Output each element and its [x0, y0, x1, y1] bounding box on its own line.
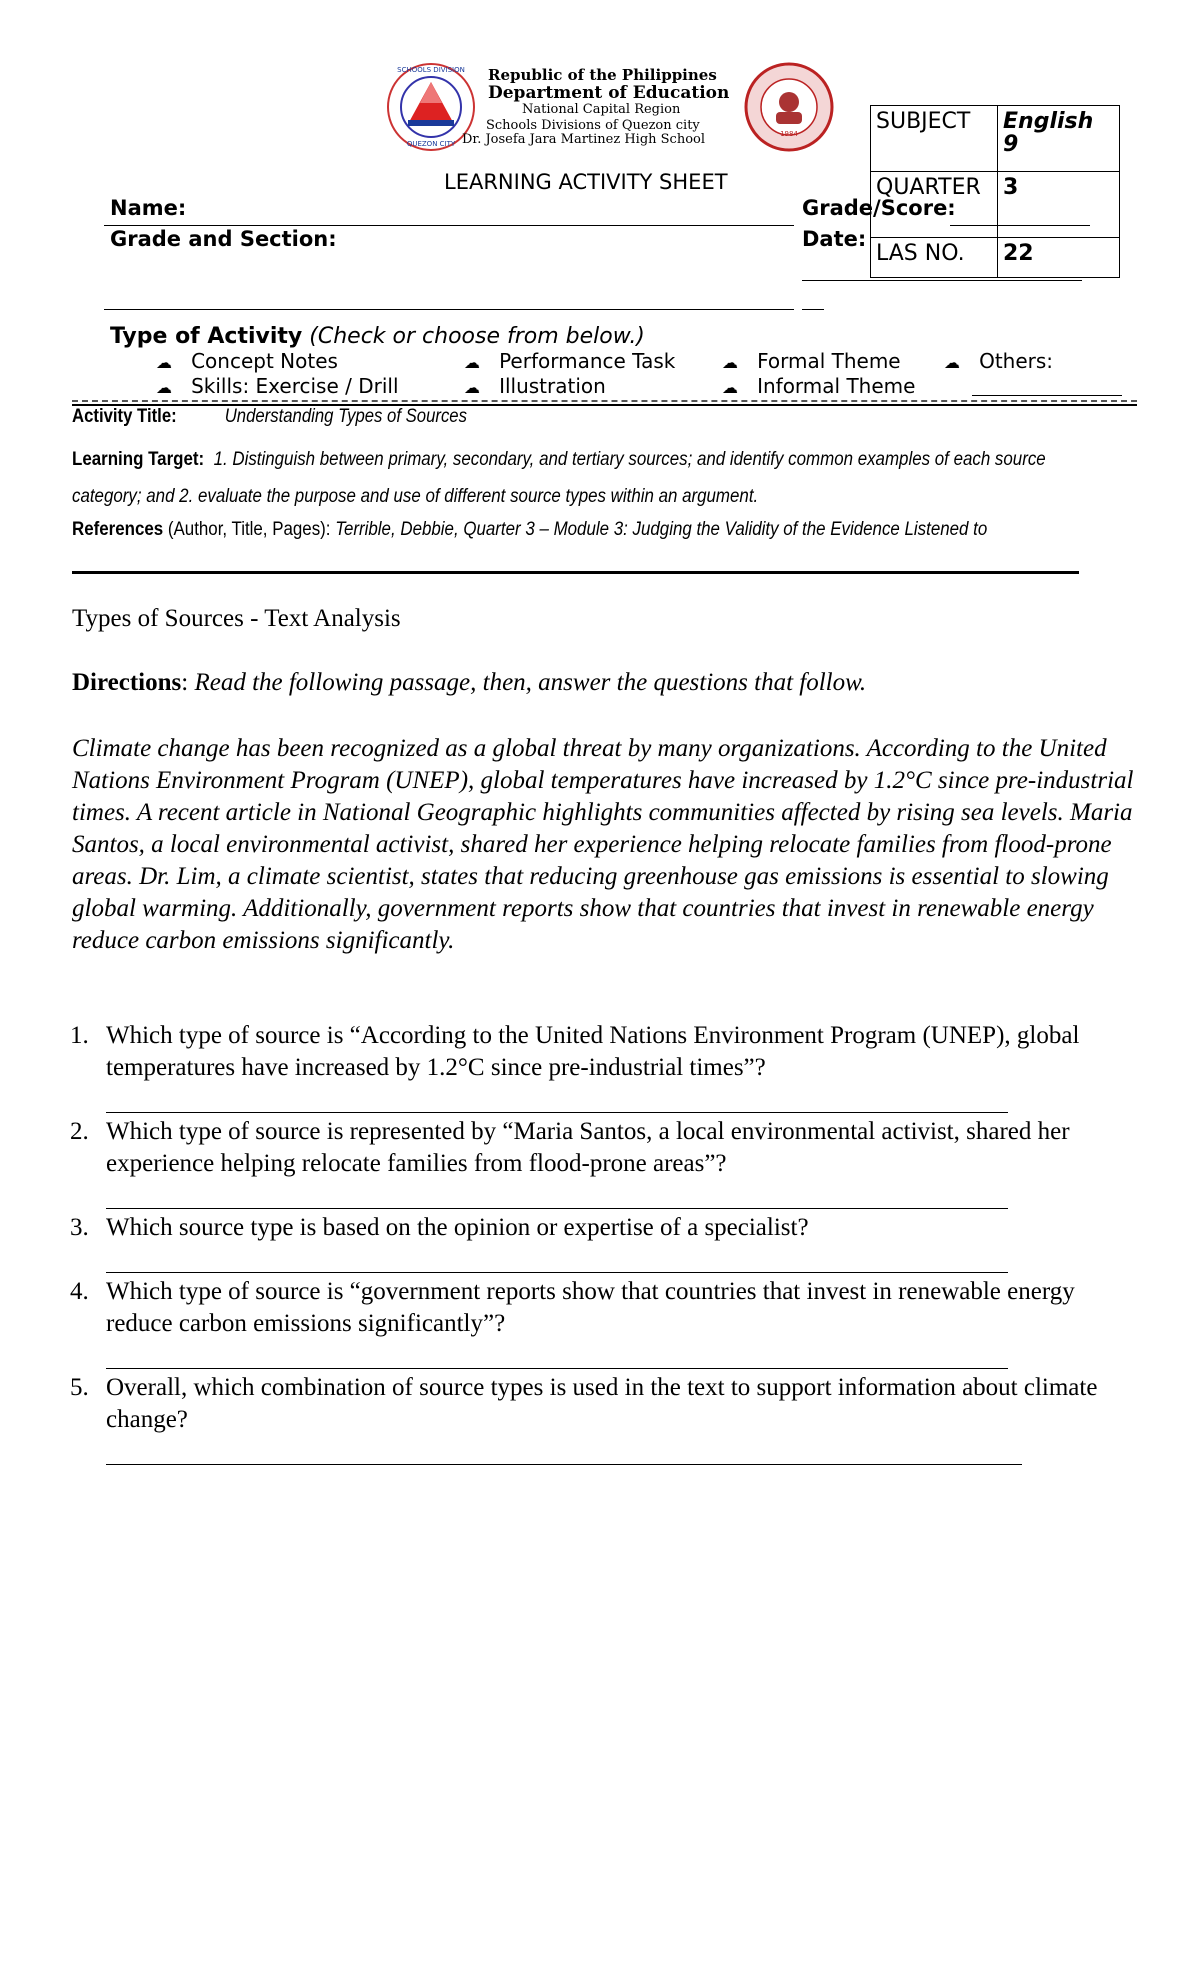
answer-line-5[interactable] [106, 1464, 1022, 1465]
activity-title-row [72, 406, 467, 428]
header-bottom-rule [72, 571, 1079, 574]
quarter-label: QUARTER [871, 172, 998, 238]
directions: Directions: Read the following passage, then, answer the questions that follow. [72, 669, 867, 696]
learning-target [72, 441, 1104, 515]
date-label: Date: [802, 227, 867, 251]
school-seal-icon [744, 62, 834, 152]
checkbox-icon: ☁ [464, 378, 480, 397]
svg-text:SCHOOLS DIVISION: SCHOOLS DIVISION [397, 66, 465, 74]
name-label: Name: [110, 196, 187, 220]
grade-score-field[interactable] [950, 225, 1090, 226]
date-field[interactable] [802, 280, 1082, 281]
question-number: 1. [70, 1022, 89, 1049]
answer-line-2[interactable] [106, 1208, 1008, 1209]
directions-label: Directions [72, 669, 182, 696]
question-number: 2. [70, 1118, 89, 1145]
activity-title-label: Activity Title: [72, 406, 177, 427]
activity-type-label: Type of Activity [110, 324, 303, 349]
grade-score-label: Grade/Score: [802, 196, 956, 220]
references-value: Terrible, Debbie, Quarter 3 – Module 3: Judging the Validity of the Evidence Listened to [335, 519, 988, 540]
sheet-title: LEARNING ACTIVITY SHEET [444, 170, 728, 194]
name-field[interactable] [104, 225, 794, 226]
activity-title-value: Understanding Types of Sources [224, 406, 467, 427]
quarter-value: 3 [998, 172, 1120, 238]
section-heading: Types of Sources - Text Analysis [72, 605, 401, 632]
checkbox-icon: ☁ [464, 353, 480, 372]
answer-line-4[interactable] [106, 1368, 1008, 1369]
checkbox-icon: ☁ [722, 353, 738, 372]
las-value: 22 [998, 238, 1120, 278]
grade-section-label: Grade and Section: [110, 227, 337, 251]
option-performance-task[interactable]: ☁ Performance Task [464, 349, 676, 373]
question-number: 3. [70, 1214, 89, 1241]
republic-line: Republic of the Philippines [488, 66, 717, 84]
option-concept-notes[interactable]: ☁ Concept Notes [156, 349, 338, 373]
svg-text:QUEZON CITY: QUEZON CITY [406, 140, 456, 148]
subject-label: SUBJECT [871, 106, 998, 172]
learning-target-value: 1. Distinguish between primary, secondary, and tertiary sources; and identify common examples of each source category; and 2. evaluate the purpose and use of different source types within an argument. [72, 449, 1046, 507]
question-text: Which type of source is represented by “Maria Santos, a local environmental activist, shared her experience helping relocate families from flood-prone areas”? [106, 1118, 1070, 1177]
option-skills-drill[interactable]: ☁ Skills: Exercise / Drill [156, 374, 399, 398]
references [72, 516, 1104, 543]
checkbox-icon: ☁ [722, 378, 738, 397]
grade-section-field[interactable] [104, 309, 794, 310]
question-text: Overall, which combination of source types is used in the text to support information about climate change? [106, 1374, 1098, 1433]
las-label: LAS NO. [871, 238, 998, 278]
activity-type-heading [110, 324, 645, 349]
subject-table [870, 105, 1120, 278]
checkbox-icon: ☁ [944, 353, 960, 372]
references-sub: (Author, Title, Pages): [167, 519, 331, 540]
option-others[interactable]: ☁ Others: [944, 349, 1054, 373]
subject-value: English 9 [998, 106, 1120, 172]
option-formal-theme[interactable]: ☁ Formal Theme [722, 349, 901, 373]
option-informal-theme[interactable]: ☁ Informal Theme [722, 374, 916, 398]
dashed-separator [72, 400, 1137, 402]
question-number: 4. [70, 1278, 89, 1305]
question-text: Which type of source is “According to the United Nations Environment Program (UNEP), global temperatures have increased by 1.2°C since pre-industrial times”? [106, 1022, 1080, 1081]
svg-text:1984: 1984 [780, 130, 798, 138]
region-line: National Capital Region [522, 102, 681, 117]
activity-type-hint: (Check or choose from below.) [309, 324, 645, 349]
school-line: Dr. Josefa Jara Martinez High School [462, 132, 706, 147]
department-line: Department of Education [488, 83, 730, 103]
question-text: Which type of source is “government reports show that countries that invest in renewable energy reduce carbon emissions significantly”? [106, 1278, 1075, 1337]
others-field[interactable] [972, 395, 1122, 396]
checkbox-icon: ☁ [156, 378, 172, 397]
answer-line-3[interactable] [106, 1272, 1008, 1273]
division-line: Schools Divisions of Quezon city [486, 118, 700, 133]
date-field-dash [802, 309, 824, 310]
question-text: Which source type is based on the opinion or expertise of a specialist? [106, 1214, 809, 1241]
checkbox-icon: ☁ [156, 353, 172, 372]
directions-text: Read the following passage, then, answer the questions that follow. [194, 669, 867, 696]
option-illustration[interactable]: ☁ Illustration [464, 374, 606, 398]
question-number: 5. [70, 1374, 89, 1401]
passage: Climate change has been recognized as a global threat by many organizations. According to the United Nations Environment Program (UNEP), global temperatures have increased by 1.2°C since pre-industrial times. A recent article in National Geographic highlights communities affected by rising sea levels. Maria Santos, a local environmental activist, shared her experience helping relocate families from flood-prone areas. Dr. Lim, a climate scientist, states that reducing greenhouse gas emissions is essential to slowing global warming. Additionally, government reports show that countries that invest in renewable energy reduce carbon emissions significantly. [72, 735, 1134, 954]
learning-target-label: Learning Target: [72, 449, 205, 470]
references-label: References [72, 519, 164, 540]
answer-line-1[interactable] [106, 1112, 1008, 1113]
